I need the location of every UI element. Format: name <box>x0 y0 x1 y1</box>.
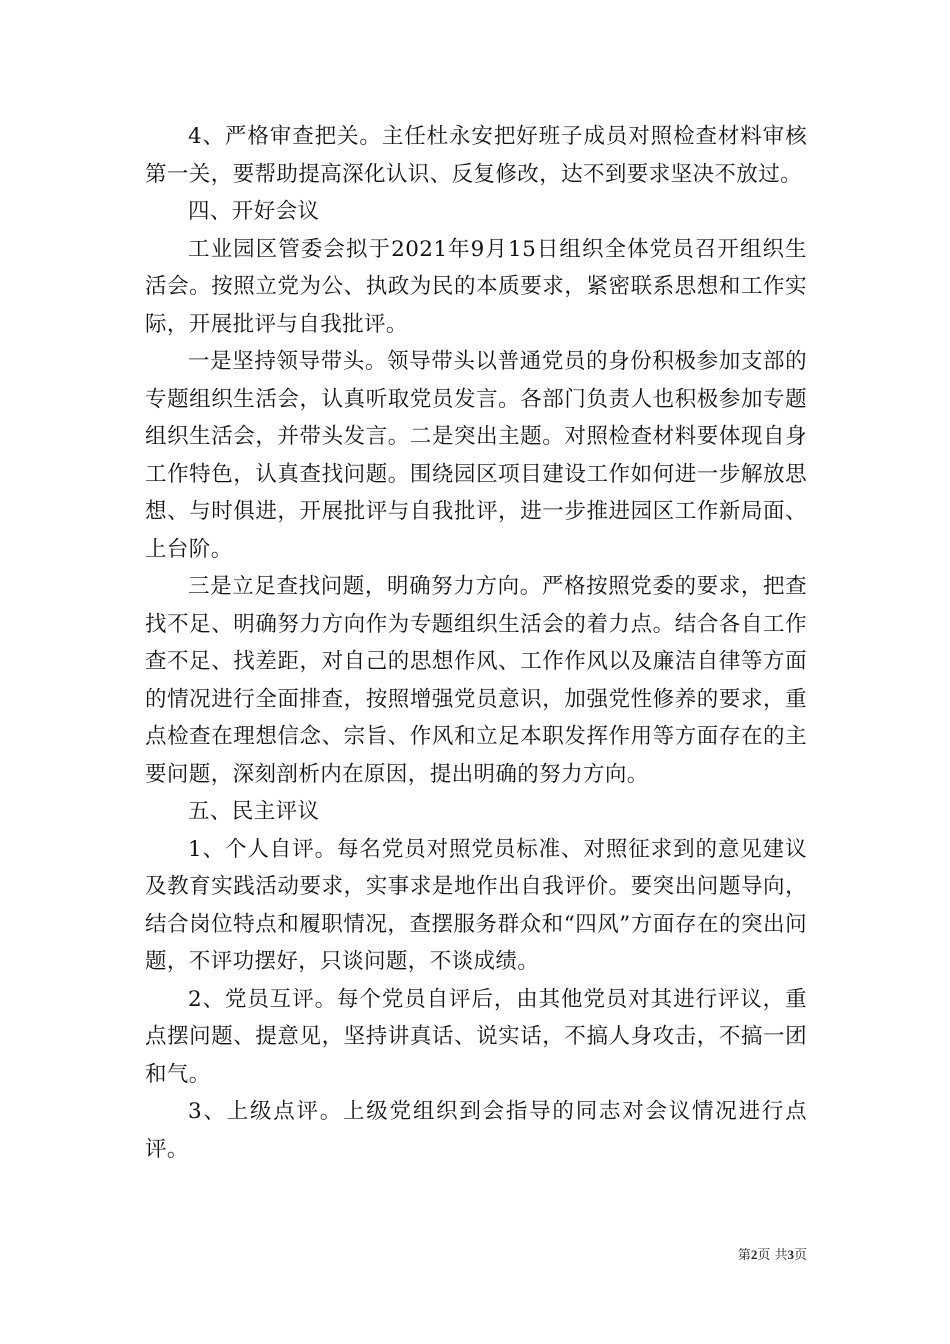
current-page-number: 2 <box>750 1247 758 1262</box>
section-heading-hold-meeting: 四、开好会议 <box>188 199 320 224</box>
total-page-number: 3 <box>787 1247 794 1262</box>
document-body <box>145 118 807 1168</box>
paragraph-meeting-plan: 工业园区管委会拟于2021年9月15日组织全体党员召开组织生活会。按照立党为公、执政为民的本质要求，紧密联系思想和工作实际，开展批评与自我批评。 <box>145 236 807 337</box>
footer-prefix: 第 <box>737 1248 751 1263</box>
section-heading-democratic-review: 五、民主评议 <box>188 799 320 824</box>
paragraph-leadership-first: 一是坚持领导带头。领导带头以普通党员的身份积极参加支部的专题组织生活会，认真听取党员发言。各部门负责人也积极参加专题组织生活会，并带头发言。二是突出主题。对照检查材料要体现自身工作特色，认真查找问题。围绕园区项目建设工作如何进一步解放思想、与时俱进，开展批评与自我批评，进一步推进园区工作新局面、上台阶。 <box>145 349 807 562</box>
paragraph-find-problems: 三是立足查找问题，明确努力方向。严格按照党委的要求，把查找不足、明确努力方向作为专题组织生活会的着力点。结合各自工作查不足、找差距，对自己的思想作风、工作作风以及廉洁自律等方面的情况进行全面排查，按照增强党员意识，加强党性修养的要求，重点检查在理想信念、宗旨、作风和立足本职发挥作用等方面存在的主要问题，深刻剖析内在原因，提出明确的努力方向。 <box>145 574 807 787</box>
footer-middle: 页 共 <box>757 1248 788 1263</box>
paragraph-self-review: 1、个人自评。每名党员对照党员标准、对照征求到的意见建议及教育实践活动要求，实事求是地作出自我评价。要突出问题导向，结合岗位特点和履职情况，查摆服务群众和“四风”方面存在的突出问题，不评功摆好，只谈问题，不谈成绩。 <box>145 836 807 974</box>
paragraph-review-checkpoint: 4、严格审查把关。主任杜永安把好班子成员对照检查材料审核第一关，要帮助提高深化认识、反复修改，达不到要求坚决不放过。 <box>145 124 807 187</box>
paragraph-peer-review: 2、党员互评。每个党员自评后，由其他党员对其进行评议，重点摆问题、提意见，坚持讲真话、说实话，不搞人身攻击，不搞一团和气。 <box>145 986 807 1087</box>
footer-suffix: 页 <box>793 1248 807 1263</box>
paragraph-superior-review: 3、上级点评。上级党组织到会指导的同志对会议情况进行点评。 <box>145 1099 807 1162</box>
page-number-footer <box>690 1247 807 1264</box>
